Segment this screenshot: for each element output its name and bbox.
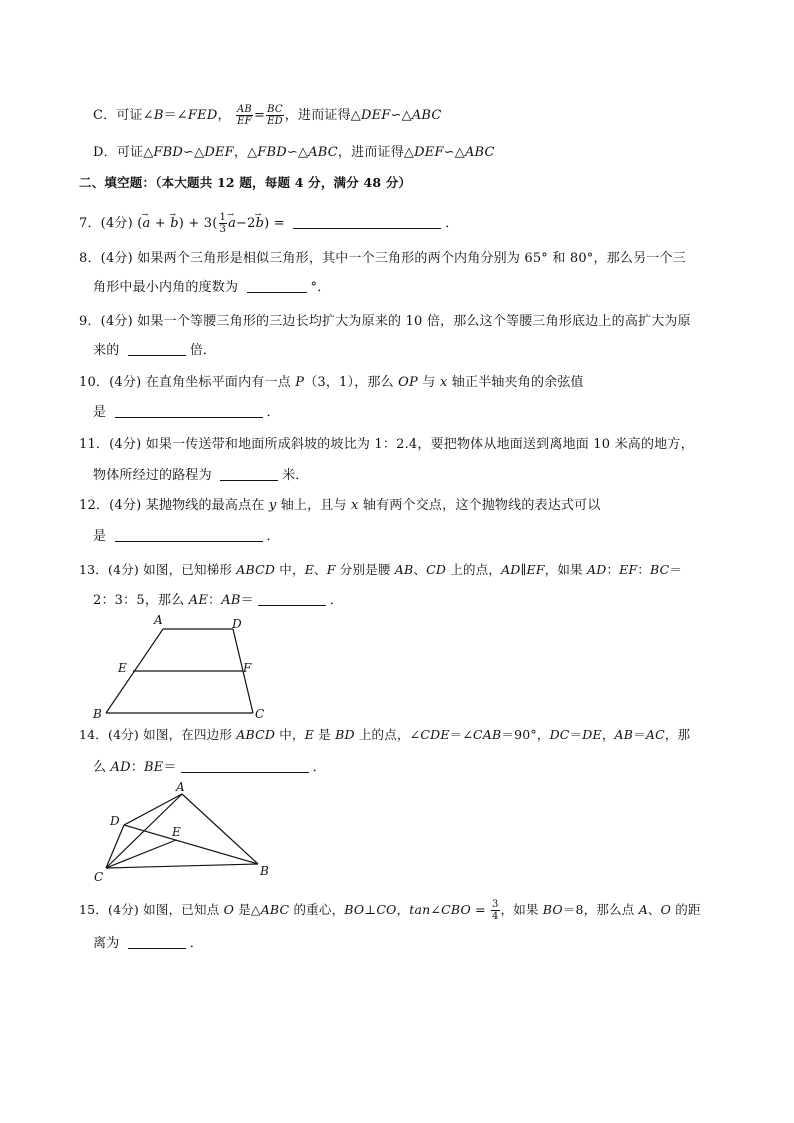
question-15-line2: 离为 ． bbox=[93, 936, 203, 951]
answer-blank-q12[interactable] bbox=[115, 528, 263, 542]
segment-db bbox=[124, 825, 258, 864]
question-12-line2: 是 ． bbox=[93, 529, 280, 544]
answer-blank-q15[interactable] bbox=[128, 935, 186, 949]
question-7: 7．(4分) (→ a + → b) + 3( $\frac{1}{3}$ → a−2→ b) = ． bbox=[79, 212, 458, 235]
question-14-line2: 么 AD：BE＝ ． bbox=[93, 760, 326, 775]
vertex-label-a: A bbox=[176, 780, 185, 794]
question-14-line1: 14．(4分) 如图，在四边形 ABCD 中，E 是 BD 上的点，∠CDE＝∠CAB＝90°，DC＝DE，AB＝AC，那 bbox=[79, 727, 691, 742]
fraction-three-quarters: $\frac{3}{4}$ bbox=[491, 899, 499, 922]
question-13-line1: 13．(4分) 如图，已知梯形 ABCD 中，E、F 分别是腰 AB、CD 上的点，AD∥EF，如果 AD：EF：BC＝ bbox=[79, 562, 683, 577]
fraction-bc-ed: $\frac{BC}{ED}$ bbox=[267, 104, 283, 127]
question-8-line1: 8．(4分) 如果两个三角形是相似三角形，其中一个三角形的两个内角分别为 65° 和 80°，那么另一个三 bbox=[79, 251, 686, 266]
fraction-one-third: $\frac{1}{3}$ bbox=[219, 212, 227, 235]
question-8-line2: 角形中最小内角的度数为 °． bbox=[93, 280, 331, 295]
vertex-label-b: B bbox=[260, 864, 269, 878]
question-9-line1: 9．(4分) 如果一个等腰三角形的三边长均扩大为原来的 10 倍，那么这个等腰三角形底边上的高扩大为原 bbox=[79, 314, 691, 329]
section-heading: 二、填空题：（本大题共 12 题，每题 4 分，满分 48 分） bbox=[79, 175, 412, 190]
question-9-line2: 来的 倍． bbox=[93, 343, 217, 358]
vertex-label-c: C bbox=[255, 707, 265, 721]
answer-blank-q9[interactable] bbox=[128, 342, 186, 356]
answer-blank-q10[interactable] bbox=[115, 404, 263, 418]
vertex-label-b: B bbox=[93, 707, 102, 721]
edge-cb bbox=[106, 864, 258, 868]
answer-blank-q8[interactable] bbox=[247, 279, 307, 293]
question-15-line1: 15．(4分) 如图，已知点 O 是△ABC 的重心，BO⊥CO，tan∠CBO = $\frac{3}{4}$ ，如果 BO＝8，那么点 A、O 的距 bbox=[79, 899, 701, 922]
option-c: C．可证∠B＝∠FED， $\frac{AB}{EF}$ = $\frac{BC}{ED}$ ，进而证得△DEF∽△ABC bbox=[93, 104, 442, 127]
question-10-line2: 是 ． bbox=[93, 405, 280, 420]
answer-blank-q7[interactable] bbox=[293, 215, 441, 229]
vertex-label-e: E bbox=[118, 661, 127, 675]
vertex-label-d: D bbox=[110, 814, 120, 828]
vertex-label-a: A bbox=[154, 613, 163, 627]
question-11-line2: 物体所经过的路程为 米． bbox=[93, 468, 309, 483]
vertex-label-e: E bbox=[172, 825, 181, 839]
quadrilateral-figure bbox=[88, 778, 288, 888]
answer-blank-q13[interactable] bbox=[258, 592, 326, 606]
vertex-label-c: C bbox=[94, 870, 104, 884]
question-13-line2: 2：3：5，那么 AE：AB＝ ． bbox=[93, 593, 343, 608]
option-d: D．可证△FBD∽△DEF，△FBD∽△ABC，进而证得△DEF∽△ABC bbox=[93, 145, 495, 160]
vertex-label-d: D bbox=[232, 617, 242, 631]
answer-blank-q14[interactable] bbox=[181, 759, 309, 773]
trapezoid-figure bbox=[88, 612, 278, 722]
question-10-line1: 10．(4分) 在直角坐标平面内有一点 P（3，1），那么 OP 与 x 轴正半轴夹角的余弦值 bbox=[79, 375, 584, 390]
answer-blank-q11[interactable] bbox=[220, 467, 278, 481]
question-12-line1: 12．(4分) 某抛物线的最高点在 y 轴上，且与 x 轴有两个交点，这个抛物线的表达式可以 bbox=[79, 498, 601, 513]
fraction-ab-ef: $\frac{AB}{EF}$ bbox=[237, 104, 252, 127]
question-11-line1: 11．(4分) 如果一传送带和地面所成斜坡的坡比为 1：2.4，要把物体从地面送到离地面 10 米高的地方， bbox=[79, 437, 694, 452]
vertex-label-f: F bbox=[243, 661, 252, 675]
edge-da bbox=[124, 794, 182, 825]
